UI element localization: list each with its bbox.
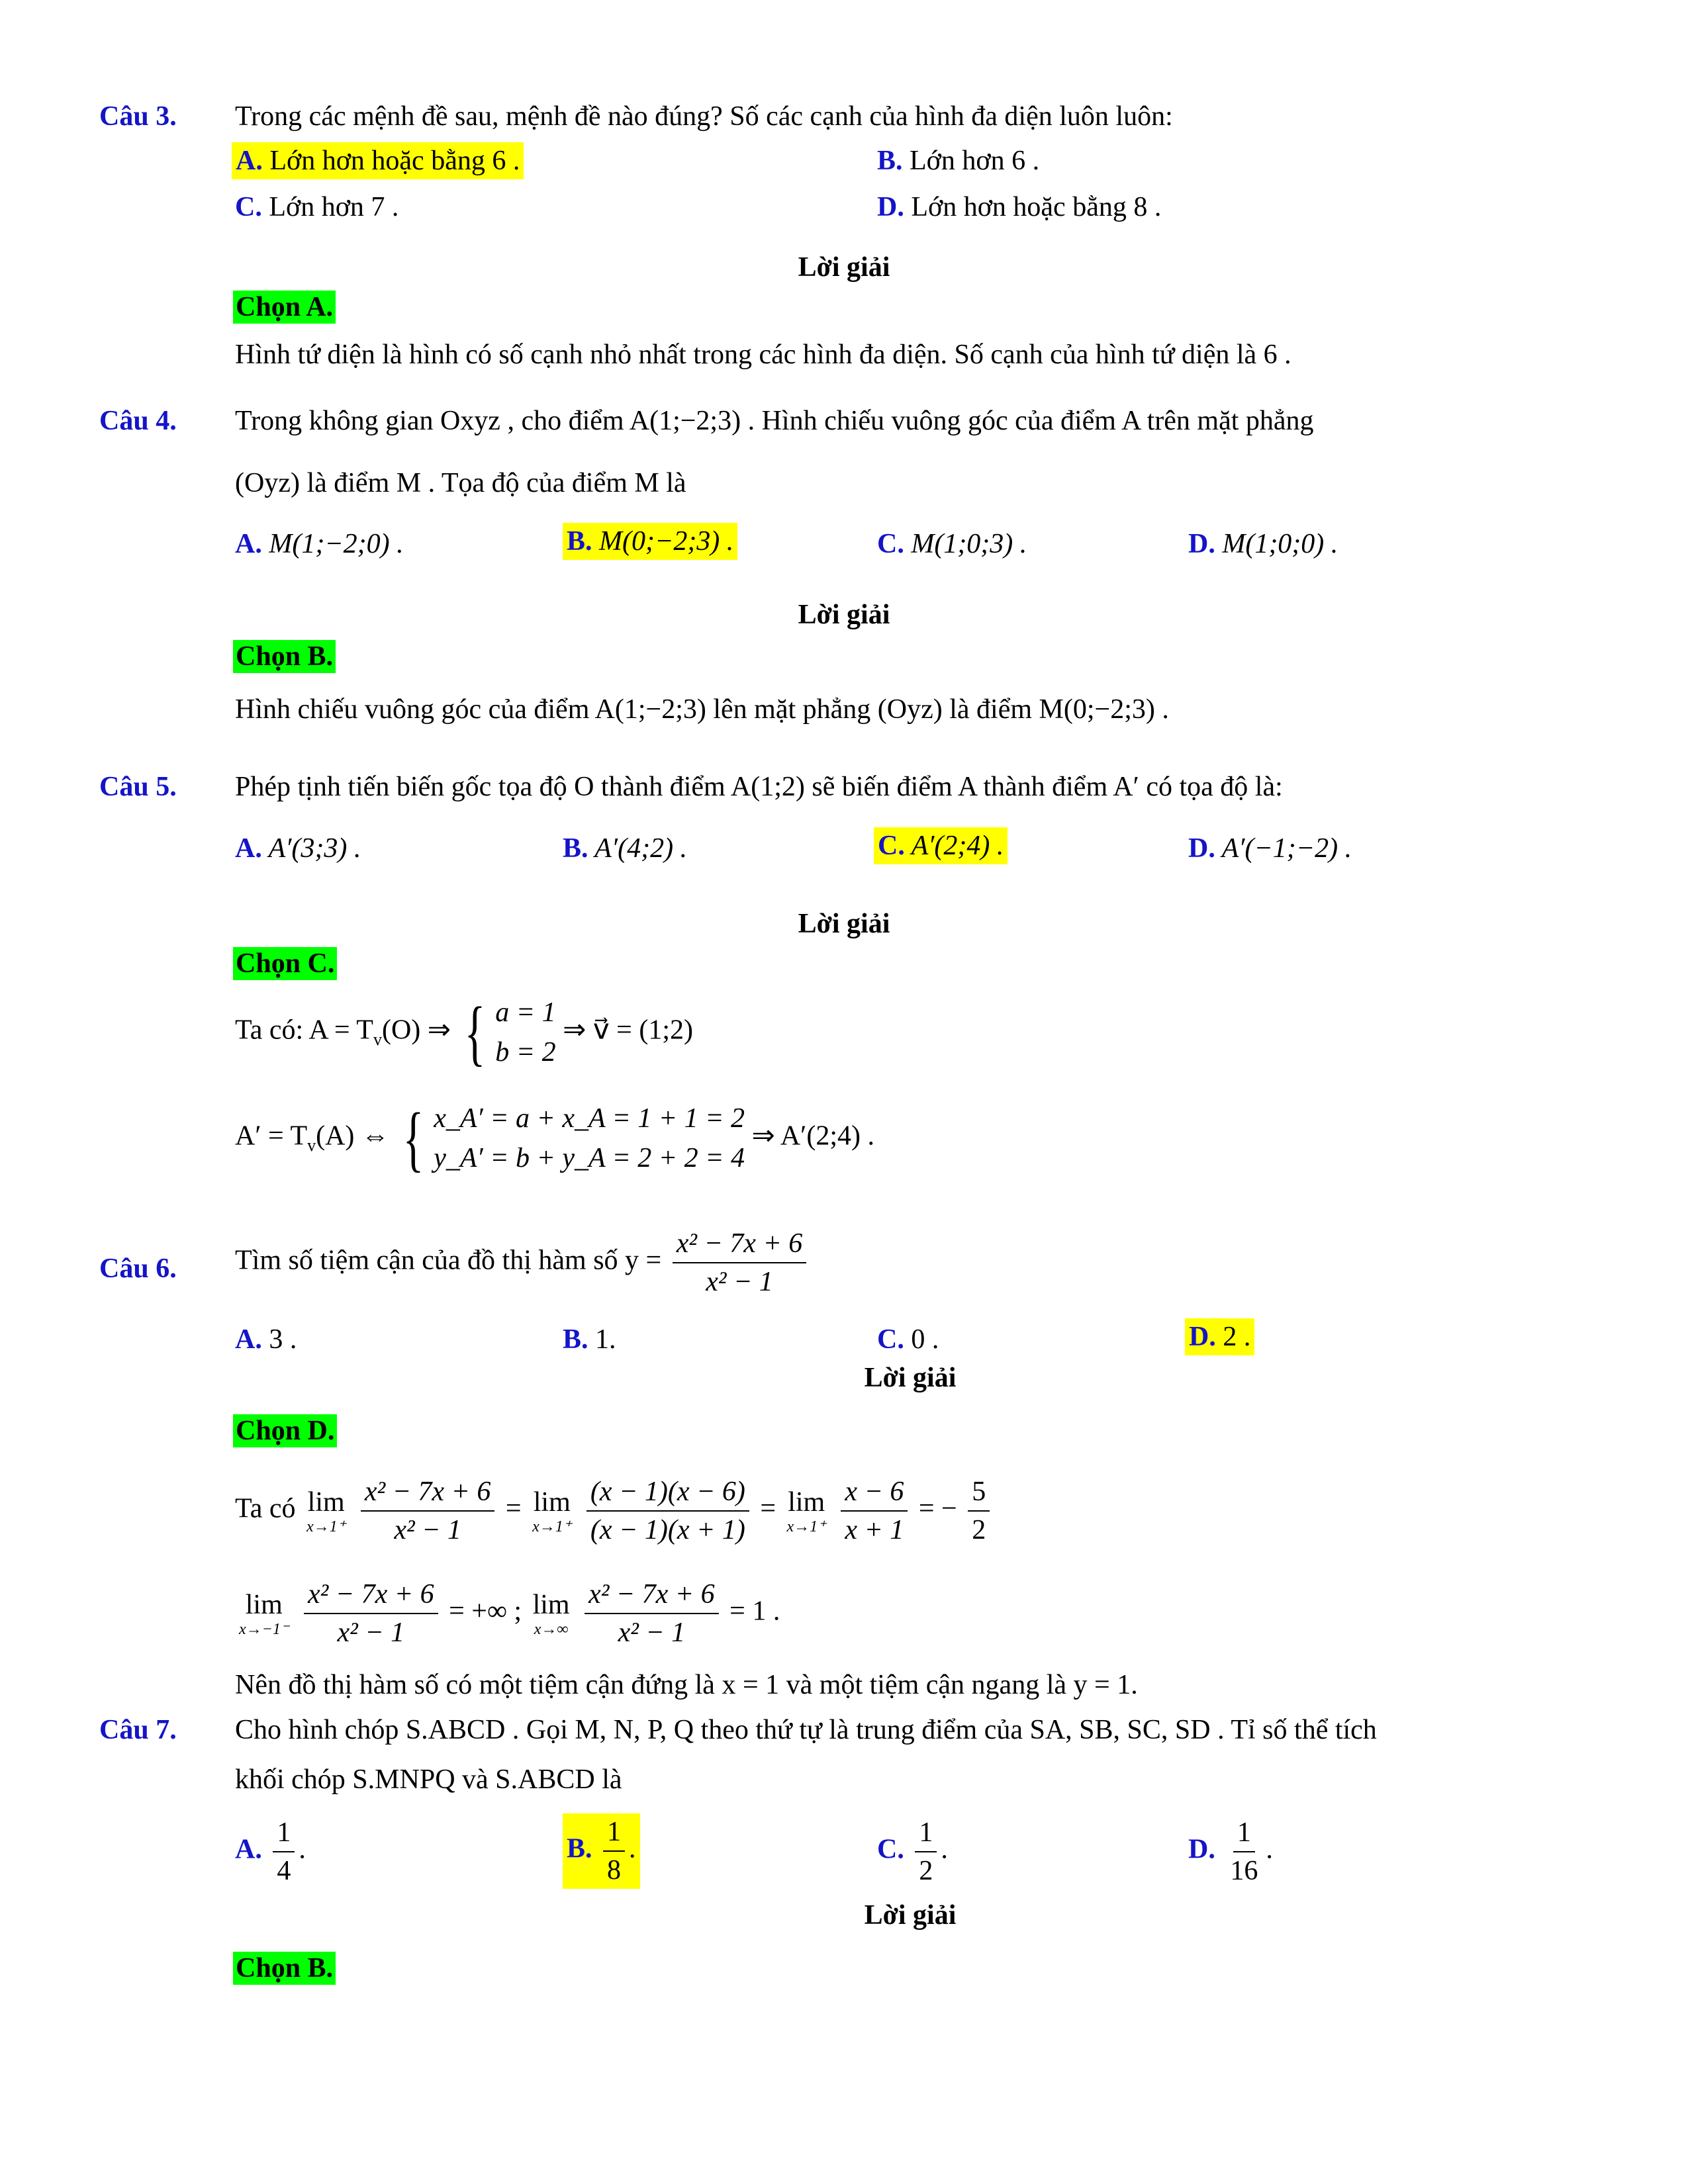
q6-solution-title: Lời giải [864,1363,957,1393]
question-3-text: Trong các mệnh đề sau, mệnh đề nào đúng? Số các cạnh của hình đa diện luôn luôn: [235,101,1173,132]
question-6-text: Tìm số tiệm cận của đồ thị hàm số y = $\frac{\text{x² − 7x + 6}}{\text{x² − 1}}$ [235,1228,810,1298]
q7-option-a[interactable]: A. $\frac{1}{4}$ . [235,1817,306,1886]
q5-option-b[interactable]: B. A′(4;2) . [563,833,688,864]
q3-option-d[interactable]: D. Lớn hơn hoặc bằng 8 . [877,192,1162,222]
q3-solution-title: Lời giải [798,252,890,283]
q6-option-a[interactable]: A. 3 . [235,1324,297,1355]
q6-choice-badge: Chọn D. [233,1414,337,1447]
question-5-text: Phép tịnh tiến biến gốc tọa độ O thành điểm A(1;2) sẽ biến điểm A thành điểm A′ có tọa độ là: [235,772,1283,802]
q3-option-c[interactable]: C. Lớn hơn 7 . [235,192,399,222]
question-4-line1: Trong không gian Oxyz , cho điểm A(1;−2;3) . Hình chiếu vuông góc của điểm A trên mặt phẳng [235,406,1314,436]
q3-option-b[interactable]: B. Lớn hơn 6 . [877,146,1040,176]
question-6-label: Câu 6. [99,1253,177,1284]
q5-equation-1: Ta có: $A = T_v(O)$ ⇒ { a = 1 b = 2 ⇒ v⃗ = (1;2) [235,992,693,1073]
q7-solution-title: Lời giải [864,1900,957,1931]
q5-option-d[interactable]: D. A′(−1;−2) . [1188,833,1352,864]
q5-solution-title: Lời giải [798,909,890,939]
q5-option-a[interactable]: A. A′(3;3) . [235,833,361,864]
q7-option-b[interactable]: B. $\frac{1}{8}$ . [563,1813,640,1889]
q7-choice-badge: Chọn B. [233,1952,336,1985]
q4-option-d[interactable]: D. M(1;0;0) . [1188,529,1338,559]
question-4-label: Câu 4. [99,406,177,436]
q7-option-d[interactable]: D. $\frac{1}{16}$ . [1188,1817,1273,1886]
q3-explanation: Hình tứ diện là hình có số cạnh nhỏ nhất trong các hình đa diện. Số cạnh của hình tứ diện là 6 . [235,340,1291,370]
q4-solution-title: Lời giải [798,600,890,630]
question-4-line2: (Oyz) là điểm M . Tọa độ của điểm M là [235,468,686,498]
q7-option-c[interactable]: C. $\frac{1}{2}$ . [877,1817,948,1886]
q4-option-b[interactable]: B. M(0;−2;3) . [563,523,737,560]
question-7-line2: khối chóp S.MNPQ và S.ABCD là [235,1764,622,1795]
question-3-label: Câu 3. [99,101,177,132]
question-7-line1: Cho hình chóp S.ABCD . Gọi M, N, P, Q theo thứ tự là trung điểm của SA, SB, SC, SD . Tỉ số thể tích [235,1715,1377,1745]
question-7-label: Câu 7. [99,1715,177,1745]
q5-equation-2: $A' = T_v(A)$ ⇔ { x_A′ = a + x_A = 1 + 1 = 2 y_A′ = b + y_A = 2 + 2 = 4 ⇒ A′(2;4) . [235,1098,875,1179]
q4-explanation: Hình chiếu vuông góc của điểm A(1;−2;3) lên mặt phẳng (Oyz) là điểm M(0;−2;3) . [235,694,1169,725]
q3-option-a[interactable]: A. Lớn hơn hoặc bằng 6 . [232,142,524,179]
q6-conclusion: Nên đồ thị hàm số có một tiệm cận đứng là x = 1 và một tiệm cận ngang là y = 1. [235,1670,1138,1700]
q6-option-c[interactable]: C. 0 . [877,1324,939,1355]
q6-limit-2: lim x→−1⁻ $\frac{\text{x² − 7x + 6}}{\text{x² − 1}}$ = +∞ ; lim x→∞ $\frac{\text{x² − 7x + 6}}{\text{x² − 1}}$ = 1 . [239,1579,780,1648]
q4-choice-badge: Chọn B. [233,640,336,673]
q5-choice-badge: Chọn C. [233,947,337,980]
q6-option-d[interactable]: D. 2 . [1185,1318,1254,1355]
q4-option-a[interactable]: A. M(1;−2;0) . [235,529,404,559]
q5-option-c[interactable]: C. A′(2;4) . [874,827,1008,864]
q4-option-c[interactable]: C. M(1;0;3) . [877,529,1027,559]
q6-limit-1: Ta có lim x→1⁺ $\frac{\text{x² − 7x + 6}}{\text{x² − 1}}$ = lim x→1⁺ $\frac{(x - 1)(x - 6)}{(x - 1)(x + 1)}$ = lim x→1⁺ $\frac{x - 6}{x + 1}$ = − $\frac{5}{2}$ [235,1476,994,1546]
question-5-label: Câu 5. [99,772,177,802]
q3-choice-badge: Chọn A. [233,291,336,324]
q6-option-b[interactable]: B. 1. [563,1324,616,1355]
